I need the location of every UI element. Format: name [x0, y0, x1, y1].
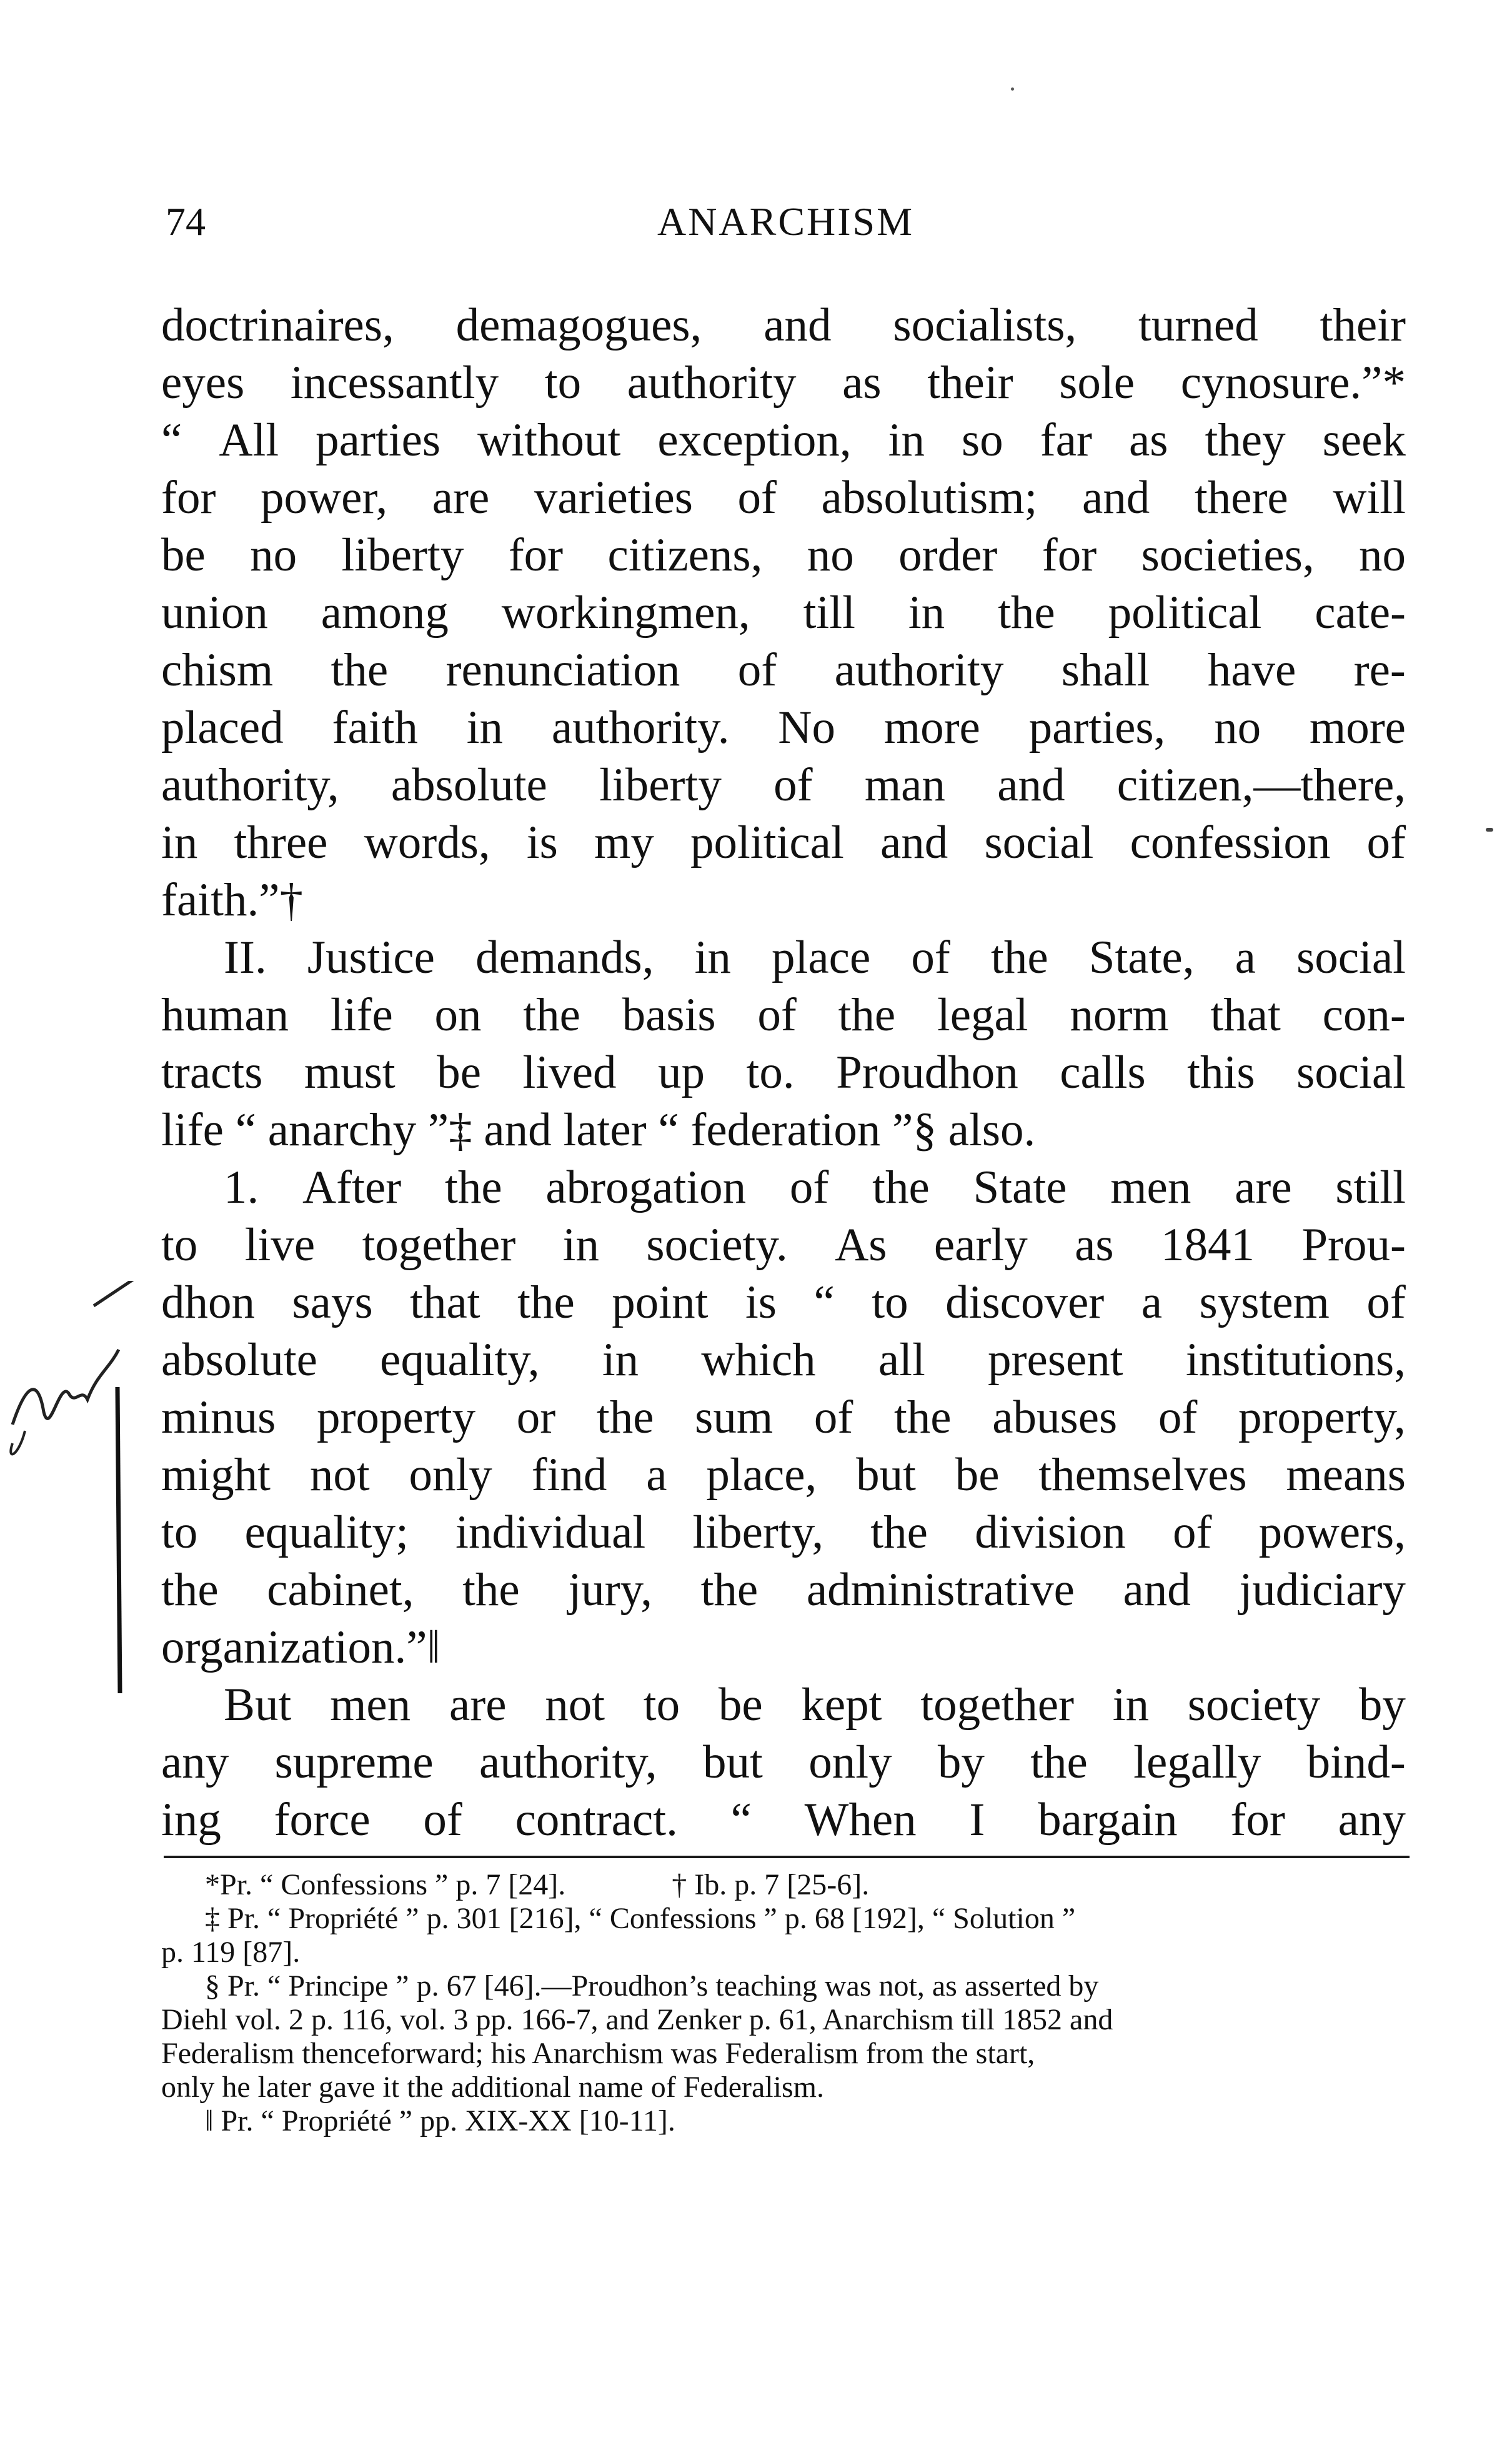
word: As — [835, 1219, 887, 1271]
word: in — [888, 414, 925, 466]
word: exception, — [657, 414, 852, 466]
word: abuses — [992, 1391, 1118, 1443]
word: 1. — [224, 1162, 259, 1213]
word: lived — [522, 1047, 617, 1098]
word: basis — [622, 989, 716, 1041]
word: of — [1158, 1391, 1198, 1443]
word: by — [1358, 1679, 1406, 1731]
text-line — [161, 1734, 1406, 1791]
word: discover — [945, 1276, 1105, 1328]
word: still — [1335, 1162, 1406, 1213]
word: socialists, — [893, 299, 1077, 351]
word: human — [161, 989, 289, 1041]
word: faith — [332, 702, 418, 754]
word: the — [445, 1162, 502, 1213]
word: any — [1338, 1794, 1406, 1846]
footnote: § Pr. “ Principe ” p. 67 [46].—Proudhon’s teaching was not, as asserted by — [205, 1969, 1099, 2003]
text-line — [161, 987, 1406, 1044]
word: placed — [161, 702, 284, 754]
word: the — [990, 932, 1048, 983]
word: absolutism; — [821, 472, 1038, 524]
word: chism — [161, 644, 274, 696]
word: as — [1128, 414, 1168, 466]
word: kept — [801, 1679, 882, 1731]
word: of — [757, 989, 797, 1041]
word: so — [961, 414, 1003, 466]
word: State — [973, 1162, 1067, 1213]
word: the — [893, 1391, 952, 1443]
word: calls — [1060, 1047, 1146, 1098]
word: “ — [730, 1794, 752, 1846]
word: of — [737, 472, 777, 524]
word: supreme — [274, 1736, 434, 1788]
word: no — [1358, 529, 1406, 581]
word: which — [701, 1334, 816, 1386]
word: All — [219, 414, 279, 466]
word: a — [1235, 932, 1256, 983]
text-line — [161, 642, 1406, 699]
word: doctrinaires, — [161, 299, 394, 351]
word: system — [1199, 1276, 1330, 1328]
word: to — [544, 357, 582, 409]
word: for — [1042, 529, 1097, 581]
word: will — [1333, 472, 1406, 524]
word: contract. — [515, 1794, 678, 1846]
word: no — [1214, 702, 1261, 754]
word: cate- — [1315, 587, 1406, 639]
word: is — [745, 1276, 777, 1328]
word: the — [523, 989, 580, 1041]
word: their — [927, 357, 1013, 409]
word: to — [161, 1506, 198, 1558]
word: in — [694, 932, 731, 983]
word: power, — [261, 472, 388, 524]
text-line — [161, 1217, 1406, 1274]
footnote-continuation: Federalism thenceforward; his Anarchism was Federalism from the start, — [161, 2037, 1035, 2070]
text-line — [161, 527, 1406, 584]
word: confession — [1130, 817, 1331, 868]
word: as — [842, 357, 882, 409]
word: the — [998, 587, 1055, 639]
footnotes — [161, 1868, 1406, 2138]
word: must — [304, 1047, 395, 1098]
word: After — [302, 1162, 402, 1213]
text-line: life “ anarchy ”‡ and later “ federation ”§ also. — [161, 1104, 1036, 1156]
ink-speck — [1486, 828, 1493, 832]
word: their — [1320, 299, 1406, 351]
word: or — [516, 1391, 556, 1443]
word: and — [763, 299, 832, 351]
word: says — [292, 1276, 373, 1328]
word: II. — [224, 932, 267, 983]
word: that — [410, 1276, 480, 1328]
word: “ — [161, 414, 182, 466]
footnote-rule — [164, 1856, 1410, 1858]
word: dhon — [161, 1276, 255, 1328]
text-line — [161, 297, 1406, 354]
word: in — [161, 817, 198, 868]
word: have — [1207, 644, 1296, 696]
word: union — [161, 587, 268, 639]
word: for — [161, 472, 216, 524]
word: the — [462, 1564, 520, 1616]
word: to. — [746, 1047, 795, 1098]
word: of — [773, 759, 813, 811]
text-line — [161, 929, 1406, 987]
word: of — [1172, 1506, 1212, 1558]
word: and — [1082, 472, 1150, 524]
word: equality; — [244, 1506, 409, 1558]
word: up — [658, 1047, 705, 1098]
body-text — [161, 297, 1406, 1849]
word: liberty — [599, 759, 722, 811]
word: equality, — [380, 1334, 540, 1386]
word: social — [984, 817, 1094, 868]
word: parties, — [1028, 702, 1166, 754]
word: citizen,—there, — [1117, 759, 1406, 811]
word: present — [988, 1334, 1123, 1386]
text-line — [161, 1561, 1406, 1619]
word: individual — [455, 1506, 646, 1558]
word: re- — [1353, 644, 1406, 696]
word: judiciary — [1239, 1564, 1406, 1616]
text-line — [161, 757, 1406, 814]
word: political — [1108, 587, 1262, 639]
word: parties — [316, 414, 441, 466]
word: are — [1235, 1162, 1292, 1213]
word: cynosure.”* — [1180, 357, 1406, 409]
word: the — [331, 644, 389, 696]
footnote-text: † Ib. p. 7 [25-6]. — [672, 1868, 870, 1901]
word: incessantly — [290, 357, 499, 409]
word: turned — [1138, 299, 1258, 351]
text-line — [161, 1389, 1406, 1446]
word: the — [596, 1391, 654, 1443]
word: social — [1296, 932, 1406, 983]
word: Proudhon — [836, 1047, 1018, 1098]
word: only — [808, 1736, 892, 1788]
footnote: ‖ Pr. “ Propriété ” pp. XIX-XX [10-11]. — [205, 2104, 675, 2137]
word: but — [703, 1736, 763, 1788]
word: more — [1309, 702, 1406, 754]
word: and — [1123, 1564, 1191, 1616]
word: I — [969, 1794, 985, 1846]
word: “ — [813, 1276, 835, 1328]
word: bargain — [1038, 1794, 1178, 1846]
word: find — [531, 1449, 607, 1501]
word: the — [1030, 1736, 1088, 1788]
word: early — [933, 1219, 1028, 1271]
word: but — [856, 1449, 916, 1501]
word: be — [437, 1047, 482, 1098]
word: in — [602, 1334, 639, 1386]
word: they — [1205, 414, 1286, 466]
word: seek — [1322, 414, 1406, 466]
word: property, — [1238, 1391, 1406, 1443]
word: norm — [1070, 989, 1169, 1041]
word: be — [161, 529, 206, 581]
word: order — [898, 529, 998, 581]
word: the — [872, 1162, 930, 1213]
footnote — [161, 1868, 1406, 1902]
word: absolute — [390, 759, 547, 811]
word: But — [224, 1679, 292, 1731]
word: tracts — [161, 1047, 263, 1098]
word: the — [161, 1564, 219, 1616]
text-line — [161, 1791, 1406, 1849]
word: the — [700, 1564, 758, 1616]
word: authority, — [479, 1736, 657, 1788]
word: life — [330, 989, 393, 1041]
text-line — [161, 354, 1406, 412]
word: absolute — [161, 1334, 317, 1386]
word: to — [161, 1219, 198, 1271]
word: demands, — [475, 932, 654, 983]
word: this — [1187, 1047, 1255, 1098]
word: in — [466, 702, 504, 754]
word: to — [643, 1679, 680, 1731]
word: together — [920, 1679, 1074, 1731]
word: there — [1194, 472, 1288, 524]
word: be — [955, 1449, 1000, 1501]
word: that — [1210, 989, 1281, 1041]
word: on — [434, 989, 482, 1041]
text-line — [161, 1159, 1406, 1217]
word: might — [161, 1449, 271, 1501]
word: When — [804, 1794, 917, 1846]
word: liberty — [341, 529, 464, 581]
word: powers, — [1258, 1506, 1406, 1558]
word: three — [234, 817, 328, 868]
text-line — [161, 1446, 1406, 1504]
word: sole — [1059, 357, 1135, 409]
footnote-text: *Pr. “ Confessions ” p. 7 [24]. — [205, 1868, 566, 1901]
word: society. — [646, 1219, 788, 1271]
word: sum — [695, 1391, 773, 1443]
word: be — [718, 1679, 763, 1731]
word: political — [690, 817, 844, 868]
word: demagogues, — [455, 299, 702, 351]
word: Prou- — [1301, 1219, 1406, 1271]
word: and — [880, 817, 948, 868]
word: my — [594, 817, 654, 868]
running-head — [166, 199, 1406, 255]
word: institutions, — [1185, 1334, 1406, 1386]
word: in — [562, 1219, 600, 1271]
word: live — [244, 1219, 316, 1271]
word: State, — [1088, 932, 1195, 983]
word: 1841 — [1160, 1219, 1255, 1271]
page-title: ANARCHISM — [657, 199, 915, 244]
word: men — [330, 1679, 411, 1731]
word: the — [517, 1276, 575, 1328]
word: abrogation — [545, 1162, 747, 1213]
word: to — [872, 1276, 908, 1328]
word: without — [477, 414, 621, 466]
word: of — [1366, 817, 1406, 868]
word: jury, — [568, 1564, 653, 1616]
word: as — [1075, 1219, 1114, 1271]
word: of — [1366, 1276, 1406, 1328]
word: administrative — [806, 1564, 1075, 1616]
text-line — [161, 1274, 1406, 1331]
text-line — [161, 1331, 1406, 1389]
word: far — [1040, 414, 1092, 466]
word: No — [778, 702, 835, 754]
word: liberty, — [692, 1506, 824, 1558]
word: property — [317, 1391, 476, 1443]
page-number: 74 — [166, 199, 206, 244]
word: for — [508, 529, 564, 581]
text-line — [161, 699, 1406, 757]
word: Justice — [307, 932, 435, 983]
word: legally — [1133, 1736, 1261, 1788]
word: ing — [161, 1794, 221, 1846]
footnote: ‡ Pr. “ Propriété ” p. 301 [216], “ Confessions ” p. 68 [192], “ Solution ” — [205, 1902, 1076, 1935]
word: of — [423, 1794, 462, 1846]
word: authority — [627, 357, 797, 409]
word: con- — [1322, 989, 1406, 1041]
footnote-continuation: only he later gave it the additional name of Federalism. — [161, 2071, 824, 2104]
word: legal — [937, 989, 1028, 1041]
word: authority. — [551, 702, 730, 754]
word: of — [737, 644, 777, 696]
word: the — [870, 1506, 928, 1558]
word: themselves — [1038, 1449, 1247, 1501]
handwritten-margin-mark — [0, 1281, 162, 1706]
word: not — [309, 1449, 370, 1501]
word: renunciation — [445, 644, 680, 696]
word: authority, — [161, 759, 339, 811]
text-line: faith.”† — [161, 874, 303, 926]
word: only — [409, 1449, 492, 1501]
word: eyes — [161, 357, 245, 409]
word: of — [911, 932, 950, 983]
word: the — [838, 989, 896, 1041]
word: a — [646, 1449, 667, 1501]
word: cabinet, — [267, 1564, 414, 1616]
word: are — [432, 472, 490, 524]
word: men — [1110, 1162, 1191, 1213]
word: division — [975, 1506, 1126, 1558]
word: authority — [834, 644, 1004, 696]
footnote-continuation: p. 119 [87]. — [161, 1936, 301, 1969]
word: man — [864, 759, 945, 811]
word: a — [1141, 1276, 1163, 1328]
word: words, — [364, 817, 490, 868]
text-line: organization.”‖ — [161, 1621, 440, 1673]
word: varieties — [534, 472, 693, 524]
word: any — [161, 1736, 229, 1788]
word: in — [1112, 1679, 1150, 1731]
word: of — [789, 1162, 829, 1213]
footnote-continuation: Diehl vol. 2 p. 116, vol. 3 pp. 166-7, and Zenker p. 61, Anarchism till 1852 and — [161, 2003, 1113, 2036]
word: point — [612, 1276, 709, 1328]
word: no — [807, 529, 854, 581]
text-line — [161, 1044, 1406, 1102]
word: social — [1296, 1047, 1406, 1098]
word: all — [878, 1334, 925, 1386]
word: in — [908, 587, 945, 639]
word: place, — [706, 1449, 817, 1501]
text-line — [161, 1504, 1406, 1561]
word: for — [1230, 1794, 1285, 1846]
word: workingmen, — [501, 587, 750, 639]
word: together — [362, 1219, 516, 1271]
word: societies, — [1141, 529, 1315, 581]
word: bind- — [1306, 1736, 1406, 1788]
word: by — [937, 1736, 985, 1788]
word: among — [321, 587, 449, 639]
ink-speck — [1011, 87, 1014, 91]
text-line — [161, 412, 1406, 469]
word: are — [449, 1679, 507, 1731]
word: is — [526, 817, 558, 868]
word: more — [883, 702, 980, 754]
word: of — [813, 1391, 853, 1443]
word: minus — [161, 1391, 276, 1443]
word: shall — [1061, 644, 1150, 696]
word: citizens, — [607, 529, 763, 581]
word: place — [772, 932, 871, 983]
text-line — [161, 1676, 1406, 1734]
word: means — [1286, 1449, 1406, 1501]
text-line — [161, 584, 1406, 642]
word: till — [803, 587, 855, 639]
word: society — [1187, 1679, 1321, 1731]
word: no — [250, 529, 297, 581]
word: not — [545, 1679, 605, 1731]
text-line — [161, 469, 1406, 527]
word: force — [274, 1794, 371, 1846]
word: and — [997, 759, 1065, 811]
text-line — [161, 814, 1406, 872]
